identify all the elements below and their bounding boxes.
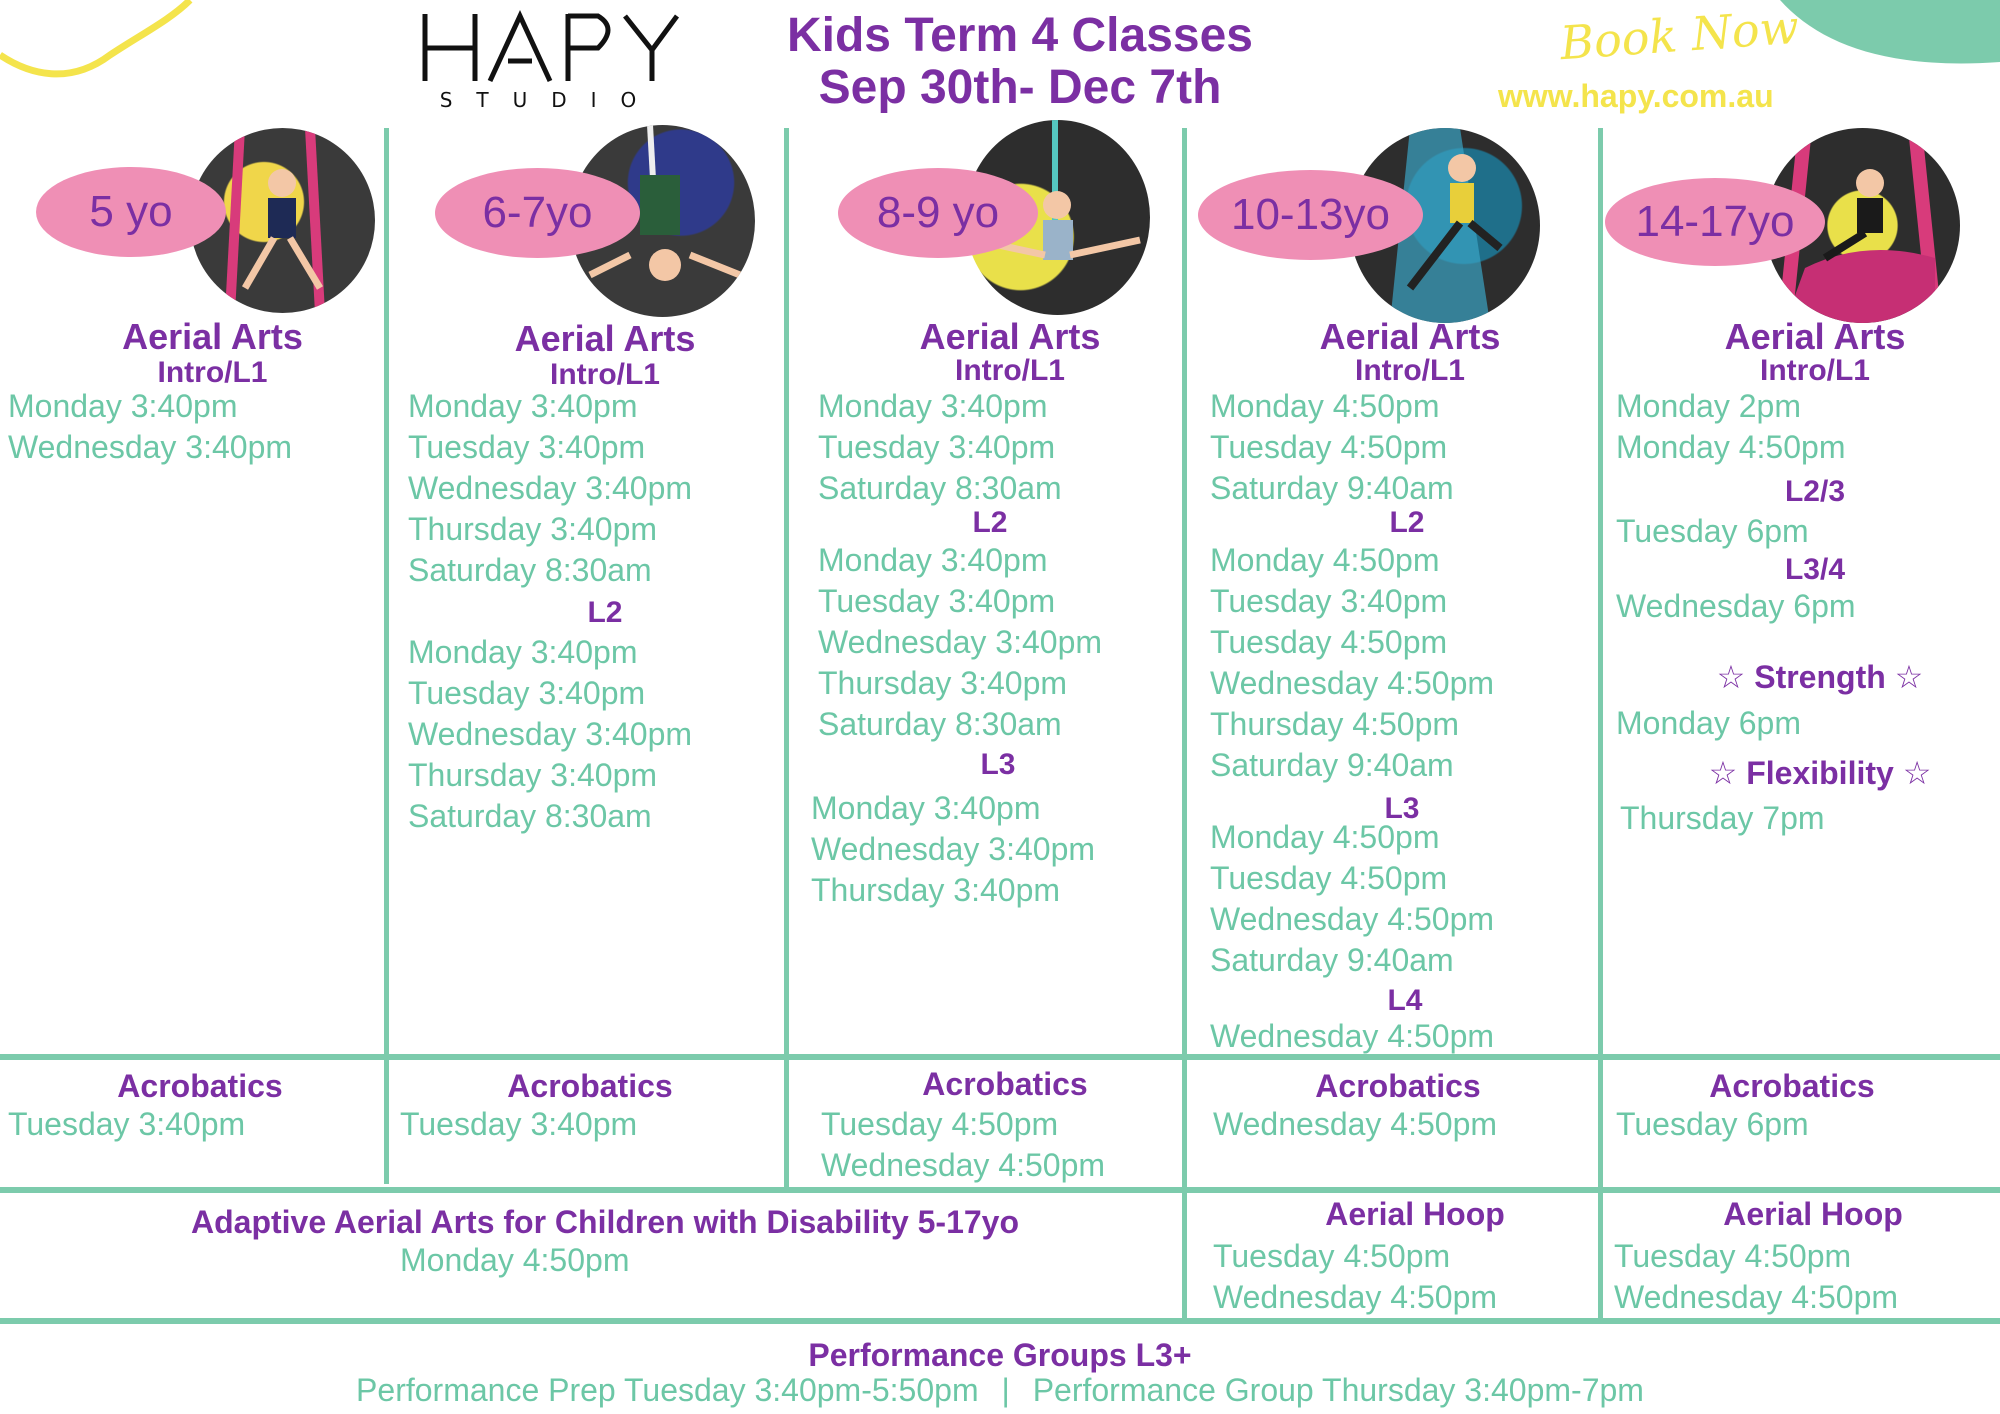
hapy-logo <box>420 6 680 116</box>
class-time: Saturday 8:30am <box>408 552 652 588</box>
performance-title: Performance Groups L3+ <box>808 1337 1192 1373</box>
class-level: Intro/L1 <box>955 354 1065 387</box>
row-divider <box>0 1054 2000 1060</box>
class-time: Tuesday 4:50pm <box>1614 1238 1852 1274</box>
class-time: Saturday 9:40am <box>1210 747 1454 783</box>
page-title-line1: Kids Term 4 Classes <box>786 9 1253 62</box>
class-time: Monday 3:40pm <box>8 388 238 424</box>
class-time: Tuesday 6pm <box>1616 513 1809 549</box>
class-time: Monday 4:50pm <box>400 1242 630 1278</box>
class-time: Thursday 3:40pm <box>408 757 658 793</box>
performance-group: Performance Group Thursday 3:40pm-7pm <box>1032 1372 1644 1408</box>
book-now-script[interactable]: Book Now <box>1558 0 1801 71</box>
class-title: Aerial Arts <box>122 316 303 357</box>
class-time: Saturday 8:30am <box>818 470 1062 506</box>
class-time: Tuesday 3:40pm <box>8 1106 246 1142</box>
performance-times <box>0 1372 2000 1409</box>
row-divider <box>0 1318 2000 1324</box>
column-divider <box>784 128 789 1193</box>
performance-separator: | <box>1001 1372 1010 1408</box>
class-time: Thursday 3:40pm <box>811 872 1061 908</box>
class-time: Wednesday 4:50pm <box>1614 1279 1899 1315</box>
class-title: Aerial Arts <box>919 316 1101 357</box>
hapy-logo-mark <box>420 6 680 86</box>
page-title-line2: Sep 30th- Dec 7th <box>818 61 1222 114</box>
class-time: Tuesday 4:50pm <box>1210 624 1448 660</box>
class-title: Aerial Arts <box>1724 316 1906 357</box>
row-divider <box>0 1187 2000 1193</box>
class-time: Thursday 3:40pm <box>818 665 1068 701</box>
strength-label: ☆ Strength ☆ <box>1716 659 1924 695</box>
class-time: Saturday 8:30am <box>408 798 652 834</box>
class-time: Wednesday 4:50pm <box>1210 901 1495 937</box>
class-time: Wednesday 6pm <box>1616 588 1856 624</box>
class-time: Monday 3:40pm <box>818 388 1048 424</box>
class-time: Thursday 4:50pm <box>1210 706 1460 742</box>
class-time: Monday 3:40pm <box>811 790 1041 826</box>
class-time: Saturday 9:40am <box>1210 470 1454 506</box>
level-label: L2 <box>1389 506 1425 539</box>
flexibility-label: ☆ Flexibility ☆ <box>1708 755 1932 791</box>
logo-sub-text: STUDIO <box>439 88 661 112</box>
aerial-hoop-title: Aerial Hoop <box>1325 1196 1505 1232</box>
green-blob-decoration <box>1780 0 2000 70</box>
class-title: Aerial Arts <box>514 318 696 359</box>
level-label: L3/4 <box>1784 553 1846 586</box>
age-badge: 6-7yo <box>435 168 640 258</box>
class-time: Saturday 8:30am <box>818 706 1062 742</box>
age-badge: 8-9 yo <box>838 168 1038 258</box>
class-time: Wednesday 4:50pm <box>821 1147 1106 1183</box>
class-time: Tuesday 4:50pm <box>1213 1238 1451 1274</box>
class-time: Monday 4:50pm <box>1210 388 1440 424</box>
class-time: Tuesday 3:40pm <box>818 429 1056 465</box>
website-link[interactable]: www.hapy.com.au <box>1498 78 1774 114</box>
class-time: Wednesday 4:50pm <box>1213 1106 1498 1142</box>
class-time: Tuesday 3:40pm <box>1210 583 1448 619</box>
class-time: Wednesday 3:40pm <box>408 716 693 752</box>
class-time: Monday 3:40pm <box>818 542 1048 578</box>
class-level: Intro/L1 <box>550 358 660 391</box>
class-time: Wednesday 4:50pm <box>1210 665 1495 701</box>
class-time: Wednesday 3:40pm <box>408 470 693 506</box>
age-badge: 5 yo <box>36 167 226 257</box>
level-label: L4 <box>1387 984 1423 1017</box>
class-time: Tuesday 3:40pm <box>818 583 1056 619</box>
class-time: Tuesday 3:40pm <box>408 429 646 465</box>
level-label: L2 <box>587 596 623 629</box>
class-time: Monday 4:50pm <box>1210 542 1440 578</box>
column-divider <box>1182 128 1187 1318</box>
class-time: Monday 3:40pm <box>408 388 638 424</box>
acrobatics-title: Acrobatics <box>922 1066 1088 1102</box>
level-label: L3 <box>980 748 1016 781</box>
acrobatics-title: Acrobatics <box>117 1068 283 1104</box>
class-time: Tuesday 3:40pm <box>400 1106 638 1142</box>
performance-prep: Performance Prep Tuesday 3:40pm-5:50pm <box>356 1372 979 1408</box>
class-time: Saturday 9:40am <box>1210 942 1454 978</box>
class-time: Thursday 3:40pm <box>408 511 658 547</box>
age-badge: 14-17yo <box>1605 178 1825 266</box>
level-label: L3 <box>1384 792 1420 825</box>
class-time: Tuesday 3:40pm <box>408 675 646 711</box>
column-divider <box>1598 128 1603 1318</box>
class-level: Intro/L1 <box>1760 354 1870 387</box>
class-time: Monday 6pm <box>1616 705 1801 741</box>
acrobatics-title: Acrobatics <box>507 1068 673 1104</box>
class-time: Tuesday 6pm <box>1616 1106 1809 1142</box>
level-label: L2/3 <box>1784 475 1846 508</box>
age-badge: 10-13yo <box>1198 170 1423 260</box>
aerial-hoop-title: Aerial Hoop <box>1723 1196 1903 1232</box>
class-time: Wednesday 3:40pm <box>811 831 1096 867</box>
class-time: Wednesday 4:50pm <box>1213 1279 1498 1315</box>
class-time: Monday 3:40pm <box>408 634 638 670</box>
class-time: Wednesday 4:50pm <box>1210 1018 1495 1054</box>
class-time: Tuesday 4:50pm <box>1210 860 1448 896</box>
yellow-squiggle-decoration <box>0 0 200 90</box>
acrobatics-title: Acrobatics <box>1315 1068 1481 1104</box>
class-time: Monday 4:50pm <box>1616 429 1846 465</box>
class-title: Aerial Arts <box>1319 316 1501 357</box>
acrobatics-title: Acrobatics <box>1709 1068 1875 1104</box>
column-divider <box>384 128 389 1184</box>
class-time: Wednesday 3:40pm <box>818 624 1103 660</box>
class-time: Tuesday 4:50pm <box>1210 429 1448 465</box>
class-time: Monday 4:50pm <box>1210 819 1440 855</box>
class-level: Intro/L1 <box>157 356 268 389</box>
class-time: Thursday 7pm <box>1620 800 1825 836</box>
class-time: Wednesday 3:40pm <box>8 429 293 465</box>
class-level: Intro/L1 <box>1355 354 1465 387</box>
adaptive-title: Adaptive Aerial Arts for Children with Disability 5-17yo <box>190 1204 1020 1240</box>
class-time: Monday 2pm <box>1616 388 1801 424</box>
class-time: Tuesday 4:50pm <box>821 1106 1059 1142</box>
level-label: L2 <box>972 506 1008 539</box>
